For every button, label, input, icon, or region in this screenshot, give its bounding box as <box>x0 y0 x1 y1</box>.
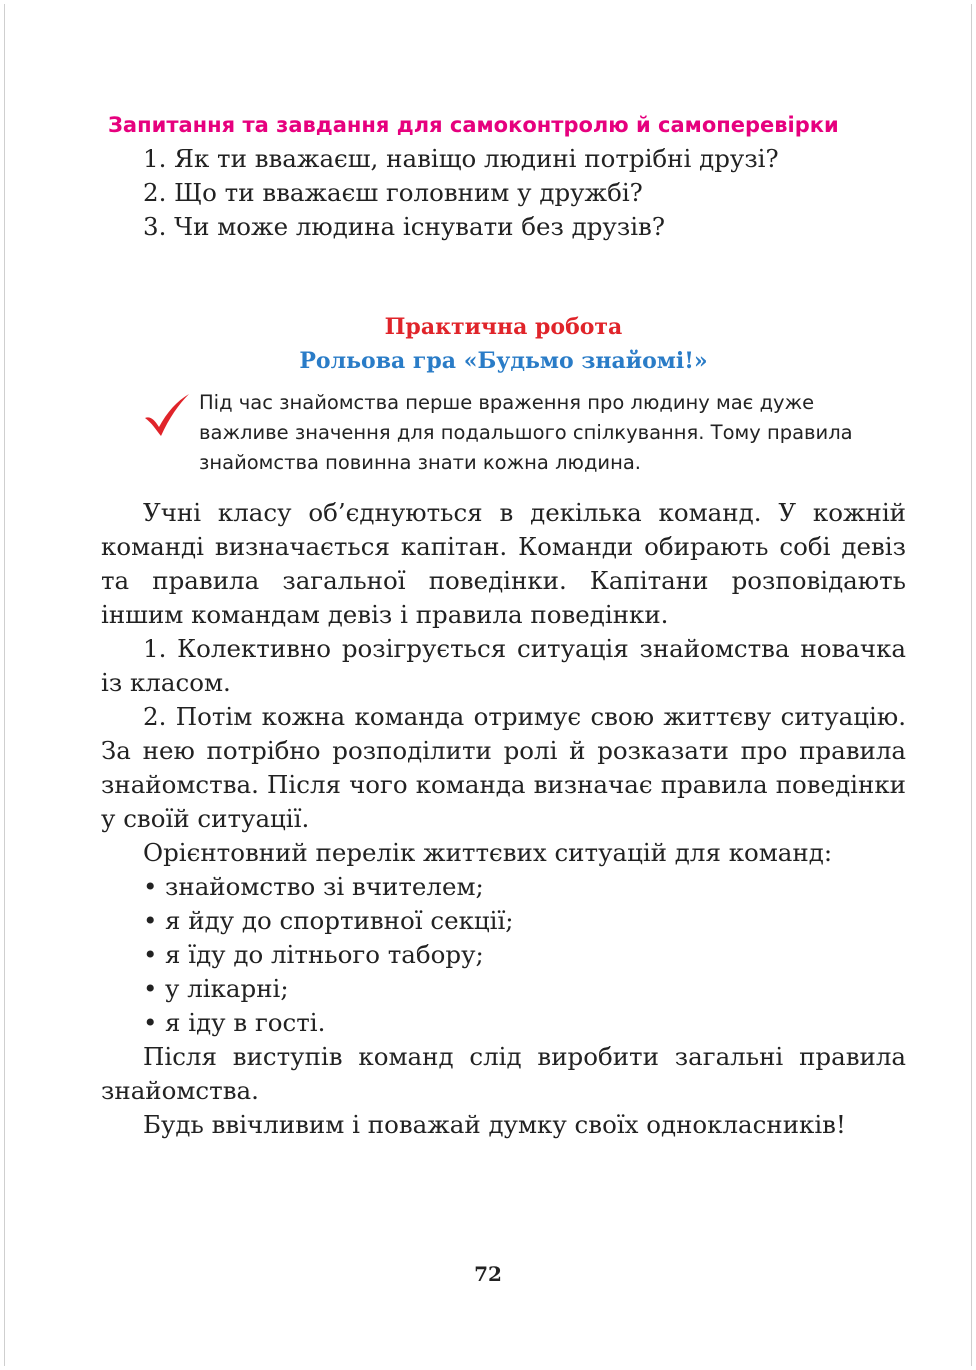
page-content <box>101 108 906 1142</box>
after-paragraph: Після виступів команд слід виробити загальні правила знайомства. <box>101 1042 906 1105</box>
practical-work-title: Практична робота <box>384 314 623 340</box>
bullet-icon: • <box>143 1008 158 1037</box>
role-game-title: Рольова гра «Будьмо знайомі!» <box>299 348 708 374</box>
situation-item: • знайомство зі вчителем; <box>101 870 906 904</box>
situation-item: • я їду до літнього табору; <box>101 938 906 972</box>
bullet-icon: • <box>143 974 158 1003</box>
question-item: 2. Що ти вважаєш головним у дружбі? <box>143 178 643 207</box>
bullet-icon: • <box>143 872 158 901</box>
note-block <box>101 386 906 482</box>
situation-item: • у лікарні; <box>101 972 906 1006</box>
questions-title: Запитання та завдання для самоконтролю й самоперевірки <box>108 113 839 137</box>
bullet-icon: • <box>143 940 158 969</box>
situation-item: • я іду в гості. <box>101 1006 906 1040</box>
question-item: 1. Як ти вважаєш, навіщо людині потрібні друзі? <box>143 144 779 173</box>
page-number: 72 <box>474 1262 502 1286</box>
intro-paragraph: Учні класу об’єднуються в декілька команд. У кожній команді визначається капітан. Команди обирають собі девіз та правила загальної поведінки. Капітани розповідають іншим командам девіз і правила поведінки. <box>101 498 906 629</box>
closing-paragraph: Будь ввічливим і поважай думку своїх однокласників! <box>143 1110 846 1139</box>
questions-list <box>101 142 906 244</box>
body-text <box>101 496 906 1142</box>
situations-list <box>101 870 906 1040</box>
situations-intro: Орієнтовний перелік життєвих ситуацій для команд: <box>143 838 833 867</box>
step-2-paragraph: 2. Потім кожна команда отримує свою життєву ситуацію. За нею потрібно розподілити ролі й розказати про правила знайомства. Після чого команда визначає правила поведінки у своїй ситуації. <box>101 702 906 833</box>
question-item: 3. Чи може людина існувати без друзів? <box>143 212 665 241</box>
step-1-paragraph: 1. Колективно розігрується ситуація знайомства новачка із класом. <box>101 634 906 697</box>
situation-item: • я йду до спортивної секції; <box>101 904 906 938</box>
bullet-icon: • <box>143 906 158 935</box>
note-text: Під час знайомства перше враження про людину має дуже важливе значення для подальшого спілкування. Тому правила знайомства повинна знати кожна людина. <box>199 391 853 474</box>
checkmark-icon <box>143 392 191 438</box>
